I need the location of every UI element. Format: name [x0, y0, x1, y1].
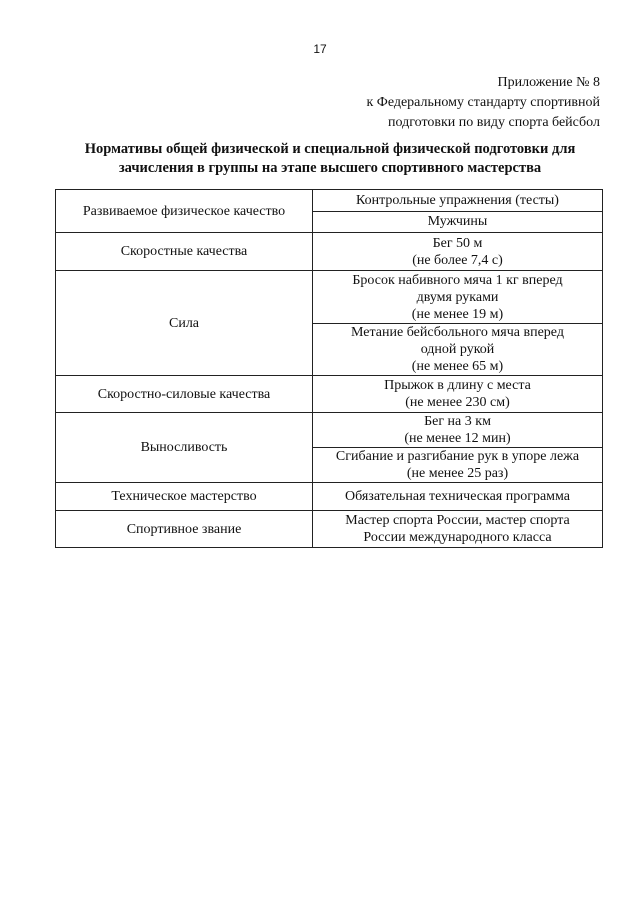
appendix-line-2: к Федеральному стандарту спортивной — [366, 95, 600, 110]
exercise-cell — [313, 233, 603, 271]
exercise-line: Бросок набивного мяча 1 кг вперед — [352, 272, 563, 288]
appendix-reference — [280, 73, 600, 133]
table-row — [56, 413, 603, 448]
table-row — [56, 233, 603, 271]
title-line-1: Нормативы общей физической и специальной физической подготовки для — [84, 141, 576, 157]
appendix-line-3: подготовки по виду спорта бейсбол — [388, 115, 600, 130]
document-title — [50, 140, 610, 178]
table-header-row — [56, 190, 603, 212]
quality-cell: Скоростные качества — [56, 233, 313, 271]
exercise-cell — [313, 413, 603, 448]
header-exercises: Контрольные упражнения (тесты) — [313, 190, 603, 212]
quality-cell: Скоростно-силовые качества — [56, 376, 313, 413]
exercise-cell — [313, 271, 603, 324]
exercise-line: Обязательная техническая программа — [344, 489, 571, 504]
appendix-line-1: Приложение № 8 — [497, 75, 600, 90]
norms-table — [55, 189, 603, 548]
exercise-line: (не менее 19 м) — [411, 306, 504, 322]
exercise-line: Метание бейсбольного мяча вперед — [351, 325, 564, 340]
quality-cell: Сила — [56, 271, 313, 376]
exercise-line: (не менее 230 см) — [405, 395, 510, 410]
table-row — [56, 271, 603, 324]
exercise-cell — [313, 448, 603, 483]
table-row — [56, 511, 603, 548]
exercise-line: Мастер спорта России, мастер спорта — [345, 513, 570, 528]
exercise-line: Сгибание и разгибание рук в упоре лежа — [335, 449, 580, 464]
exercise-line: одной рукой — [420, 342, 495, 357]
quality-cell: Спортивное звание — [56, 511, 313, 548]
exercise-line: (не менее 12 мин) — [404, 431, 511, 446]
exercise-line: Бег на 3 км — [424, 414, 491, 429]
header-quality: Развиваемое физическое качество — [56, 190, 313, 233]
quality-cell: Выносливость — [56, 413, 313, 483]
exercise-line: двумя руками — [416, 289, 499, 305]
exercise-line: России международного класса — [363, 530, 552, 545]
table-row — [56, 376, 603, 413]
exercise-cell — [313, 483, 603, 511]
page-number: 17 — [313, 42, 327, 56]
table-row — [56, 483, 603, 511]
exercise-line: (не менее 25 раз) — [406, 466, 509, 481]
exercise-cell — [313, 511, 603, 548]
title-line-2: зачисления в группы на этапе высшего спортивного мастерства — [118, 160, 542, 176]
exercise-line: Прыжок в длину с места — [384, 378, 531, 393]
exercise-cell — [313, 324, 603, 376]
exercise-line: (не менее 65 м) — [411, 359, 504, 374]
exercise-line: (не более 7,4 с) — [412, 252, 503, 268]
header-men: Мужчины — [313, 211, 603, 233]
exercise-line: Бег 50 м — [432, 235, 483, 251]
exercise-cell — [313, 376, 603, 413]
quality-cell: Техническое мастерство — [56, 483, 313, 511]
